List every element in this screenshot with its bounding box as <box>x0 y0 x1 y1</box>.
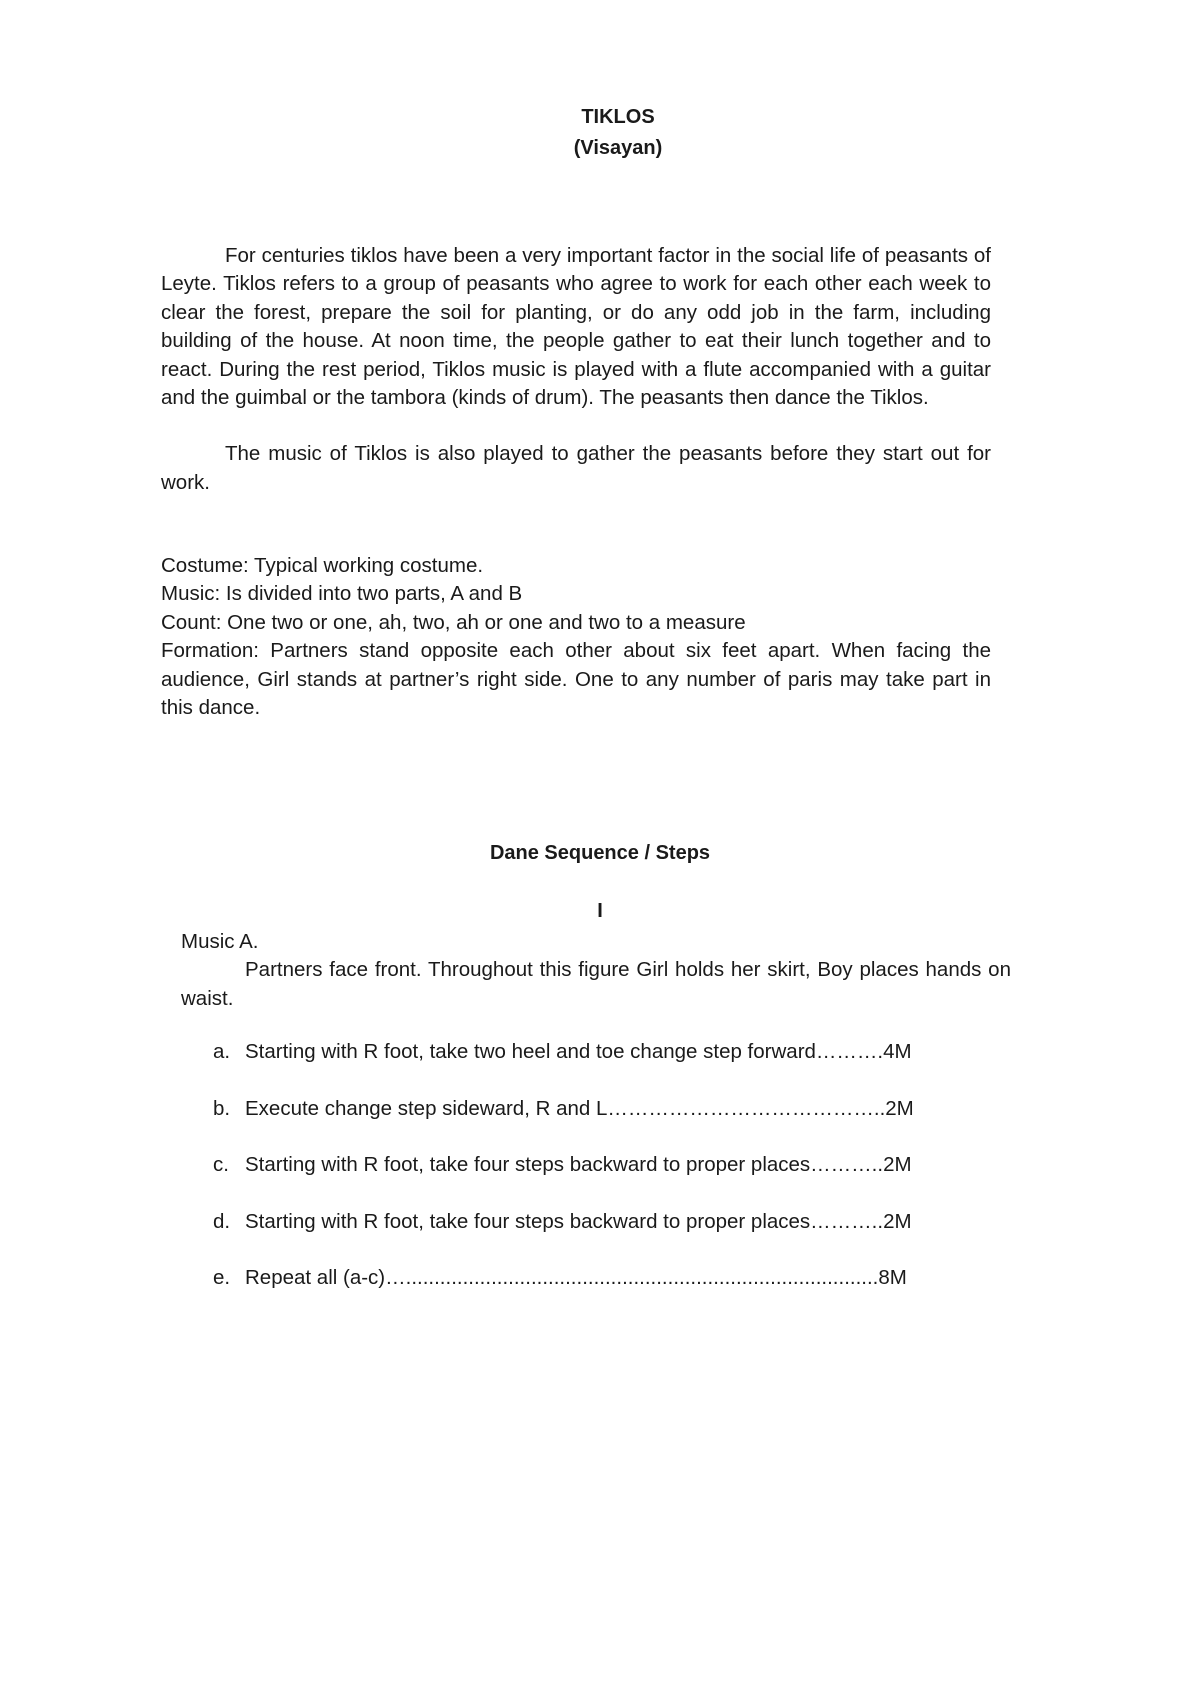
intro-section <box>161 242 991 497</box>
list-item <box>213 1264 973 1321</box>
list-item <box>213 1151 973 1208</box>
list-item <box>213 1095 973 1152</box>
list-item <box>213 1038 973 1095</box>
document-title: TIKLOS <box>581 106 655 128</box>
step-letter: d. <box>213 1209 231 1233</box>
costume-line: Costume: Typical working costume. <box>161 554 484 577</box>
step-letter: a. <box>213 1040 231 1063</box>
step-text: Execute change step sideward, R and L…………………………………..2M <box>245 1096 914 1120</box>
step-text: Starting with R foot, take four steps backward to proper places………..2M <box>245 1209 912 1233</box>
section-title: Dane Sequence / Steps <box>489 842 711 864</box>
document-subtitle: (Visayan) <box>573 137 663 159</box>
steps-list <box>213 1038 973 1321</box>
count-line: Count: One two or one, ah, two, ah or one and two to a measure <box>161 610 746 634</box>
figure-number: I <box>597 900 603 922</box>
list-item <box>213 1208 973 1265</box>
step-text: Starting with R foot, take two heel and toe change step forward……….4M <box>245 1040 912 1063</box>
music-a-block <box>181 928 1011 1013</box>
step-letter: b. <box>213 1096 231 1120</box>
formation-paragraph: Formation: Partners stand opposite each other about six feet apart. When facing the audience, Girl stands at partner’s right side. One to any number of paris may take part in this dance. <box>161 639 991 720</box>
dance-details <box>161 552 991 722</box>
music-line: Music: Is divided into two parts, A and B <box>161 582 523 606</box>
music-a-description: Partners face front. Throughout this figure Girl holds her skirt, Boy places hands on waist. <box>181 958 1011 1010</box>
intro-paragraph-2: The music of Tiklos is also played to gather the peasants before they start out for work. <box>161 442 991 494</box>
step-text: Starting with R foot, take four steps backward to proper places………..2M <box>245 1153 912 1176</box>
step-letter: c. <box>213 1153 229 1176</box>
intro-paragraph-1: For centuries tiklos have been a very important factor in the social life of peasants of Leyte. Tiklos refers to a group of peasants who agree to work for each other each week to clear the forest, prepare the soil for planting, or do any odd job in the farm, including building of the house. At noon time, the people gather to eat their lunch together and to react. During the rest period, Tiklos music is played with a flute accompanied with a guitar and the guimbal or the tambora (kinds of drum). The peasants then dance the Tiklos. <box>161 244 991 410</box>
step-letter: e. <box>213 1266 231 1289</box>
step-text: Repeat all (a-c)…...................................................................................8M <box>245 1266 907 1289</box>
document-title-block <box>18 102 1200 164</box>
music-a-label: Music A. <box>181 930 259 953</box>
